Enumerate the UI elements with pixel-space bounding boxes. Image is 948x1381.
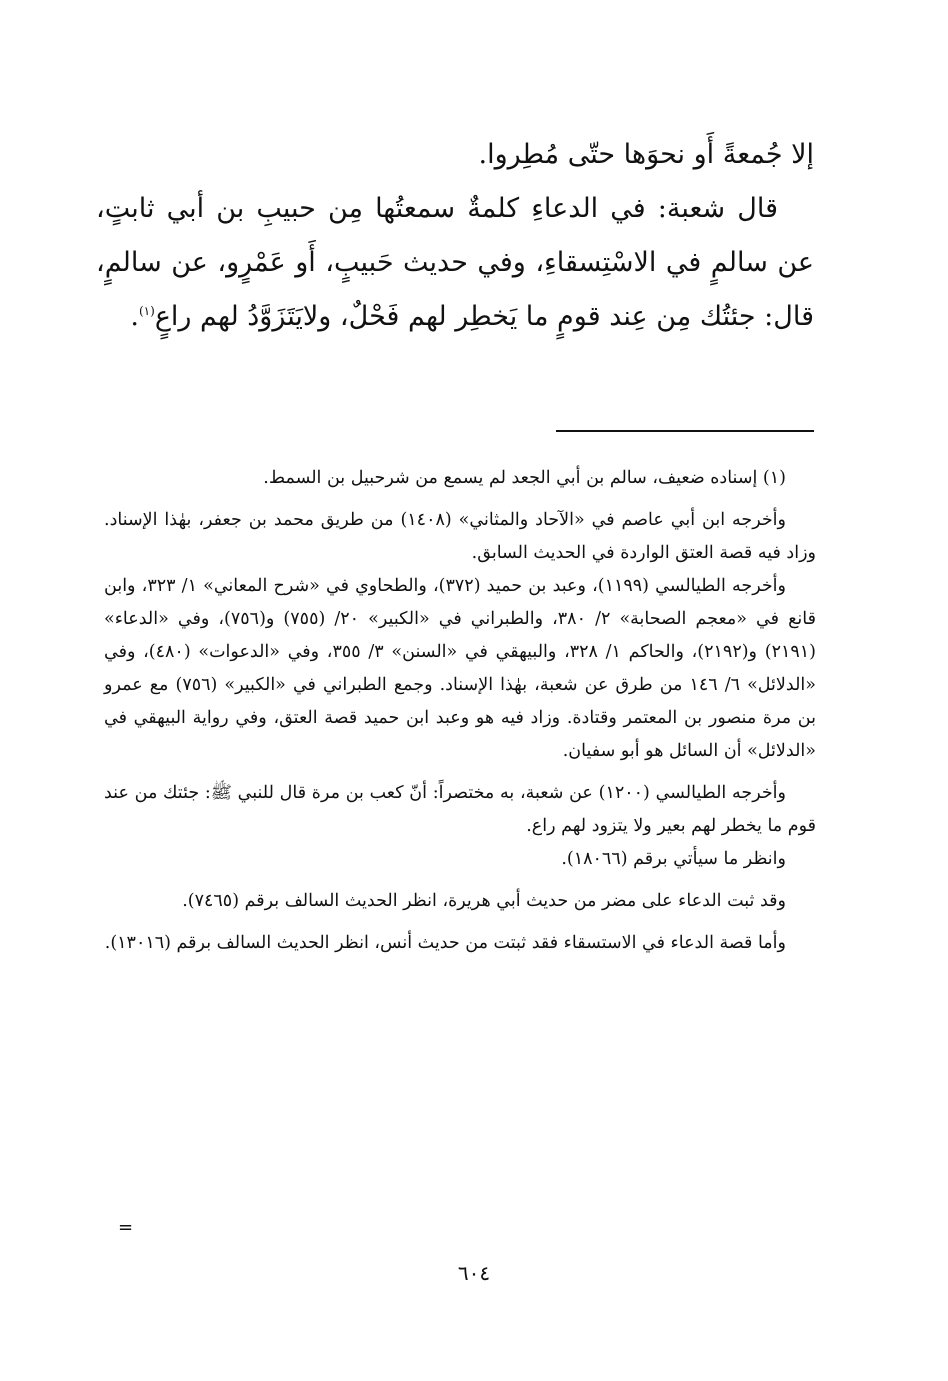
- main-text-paragraph-2: [96, 182, 814, 344]
- footnote-paragraph: وانظر ما سيأتي برقم (١٨٠٦٦).: [561, 849, 786, 869]
- footnote-paragraph: (١) إسناده ضعيف، سالم بن أبي الجعد لم يسمع من شرحبيل بن السمط.: [263, 468, 786, 488]
- main-text: [96, 128, 814, 344]
- footnote-paragraph: وأخرجه ابن أبي عاصم في «الآحاد والمثاني» (١٤٠٨) من طريق محمد بن جعفر، بهٰذا الإسناد. وزاد فيه قصة العتق الواردة في الحديث السابق.: [104, 510, 816, 563]
- footnote-paragraph: وأخرجه الطيالسي (١٢٠٠) عن شعبة، به مختصراً: أنّ كعب بن مرة قال للنبي ﷺ: جئتك من عند قوم ما يخطر لهم بعير ولا يتزود لهم راع.: [104, 783, 816, 836]
- continuation-mark: =: [118, 1217, 134, 1238]
- footnote-marker: (١): [138, 304, 155, 318]
- page-number: ٦٠٤: [457, 1261, 491, 1285]
- footnote-paragraph: وأخرجه الطيالسي (١١٩٩)، وعبد بن حميد (٣٧٢)، والطحاوي في «شرح المعاني» ١/ ٣٢٣، وابن قانع في «معجم الصحابة» ٢/ ٣٨٠، والطبراني في «الكبير» ٢٠/ (٧٥٥) و(٧٥٦)، وفي «الدعاء» (٢١٩١) و(٢١٩٢)، والحاكم ١/ ٣٢٨، والبيهقي في «السنن» ٣/ ٣٥٥، وفي «الدعوات» (٤٨٠)، وفي «الدلائل» ٦/ ١٤٦ من طرق عن شعبة، بهٰذا الإسناد. وجمع الطبراني في «الكبير» (٧٥٦) مع عمرو بن مرة منصور بن المعتمر وقتادة. وزاد فيه هو وعبد ابن حميد قصة العتق، وفي رواية البيهقي في «الدلائل» أن السائل هو أبو سفيان.: [104, 576, 816, 761]
- main-text-line-1: إلا جُمعةً أَو نحوَها حتّى مُطِروا.: [478, 139, 814, 170]
- footnote-paragraph: وأما قصة الدعاء في الاستسقاء فقد ثبتت من حديث أنس، انظر الحديث السالف برقم (١٣٠١٦).: [104, 933, 786, 953]
- main-text-paragraph-2-end: .: [130, 301, 139, 332]
- footnotes: [104, 462, 816, 969]
- main-text-paragraph-2-body: قال شعبة: في الدعاءِ كلمةٌ سمعتُها مِن حبيبِ بن أبي ثابتٍ، عن سالمٍ في الاسْتِسقاءِ، وفي حديث حَبيبٍ، أَو عَمْرٍو، عن سالمٍ، قال: جئتُك مِن عِند قومٍ ما يَخطِر لهم فَحْلٌ، ولايَتَزَوَّدُ لهم راعٍ: [96, 193, 814, 332]
- footnote-paragraph: وقد ثبت الدعاء على مضر من حديث أبي هريرة، انظر الحديث السالف برقم (٧٤٦٥).: [182, 891, 786, 911]
- footnote-divider: [556, 430, 814, 432]
